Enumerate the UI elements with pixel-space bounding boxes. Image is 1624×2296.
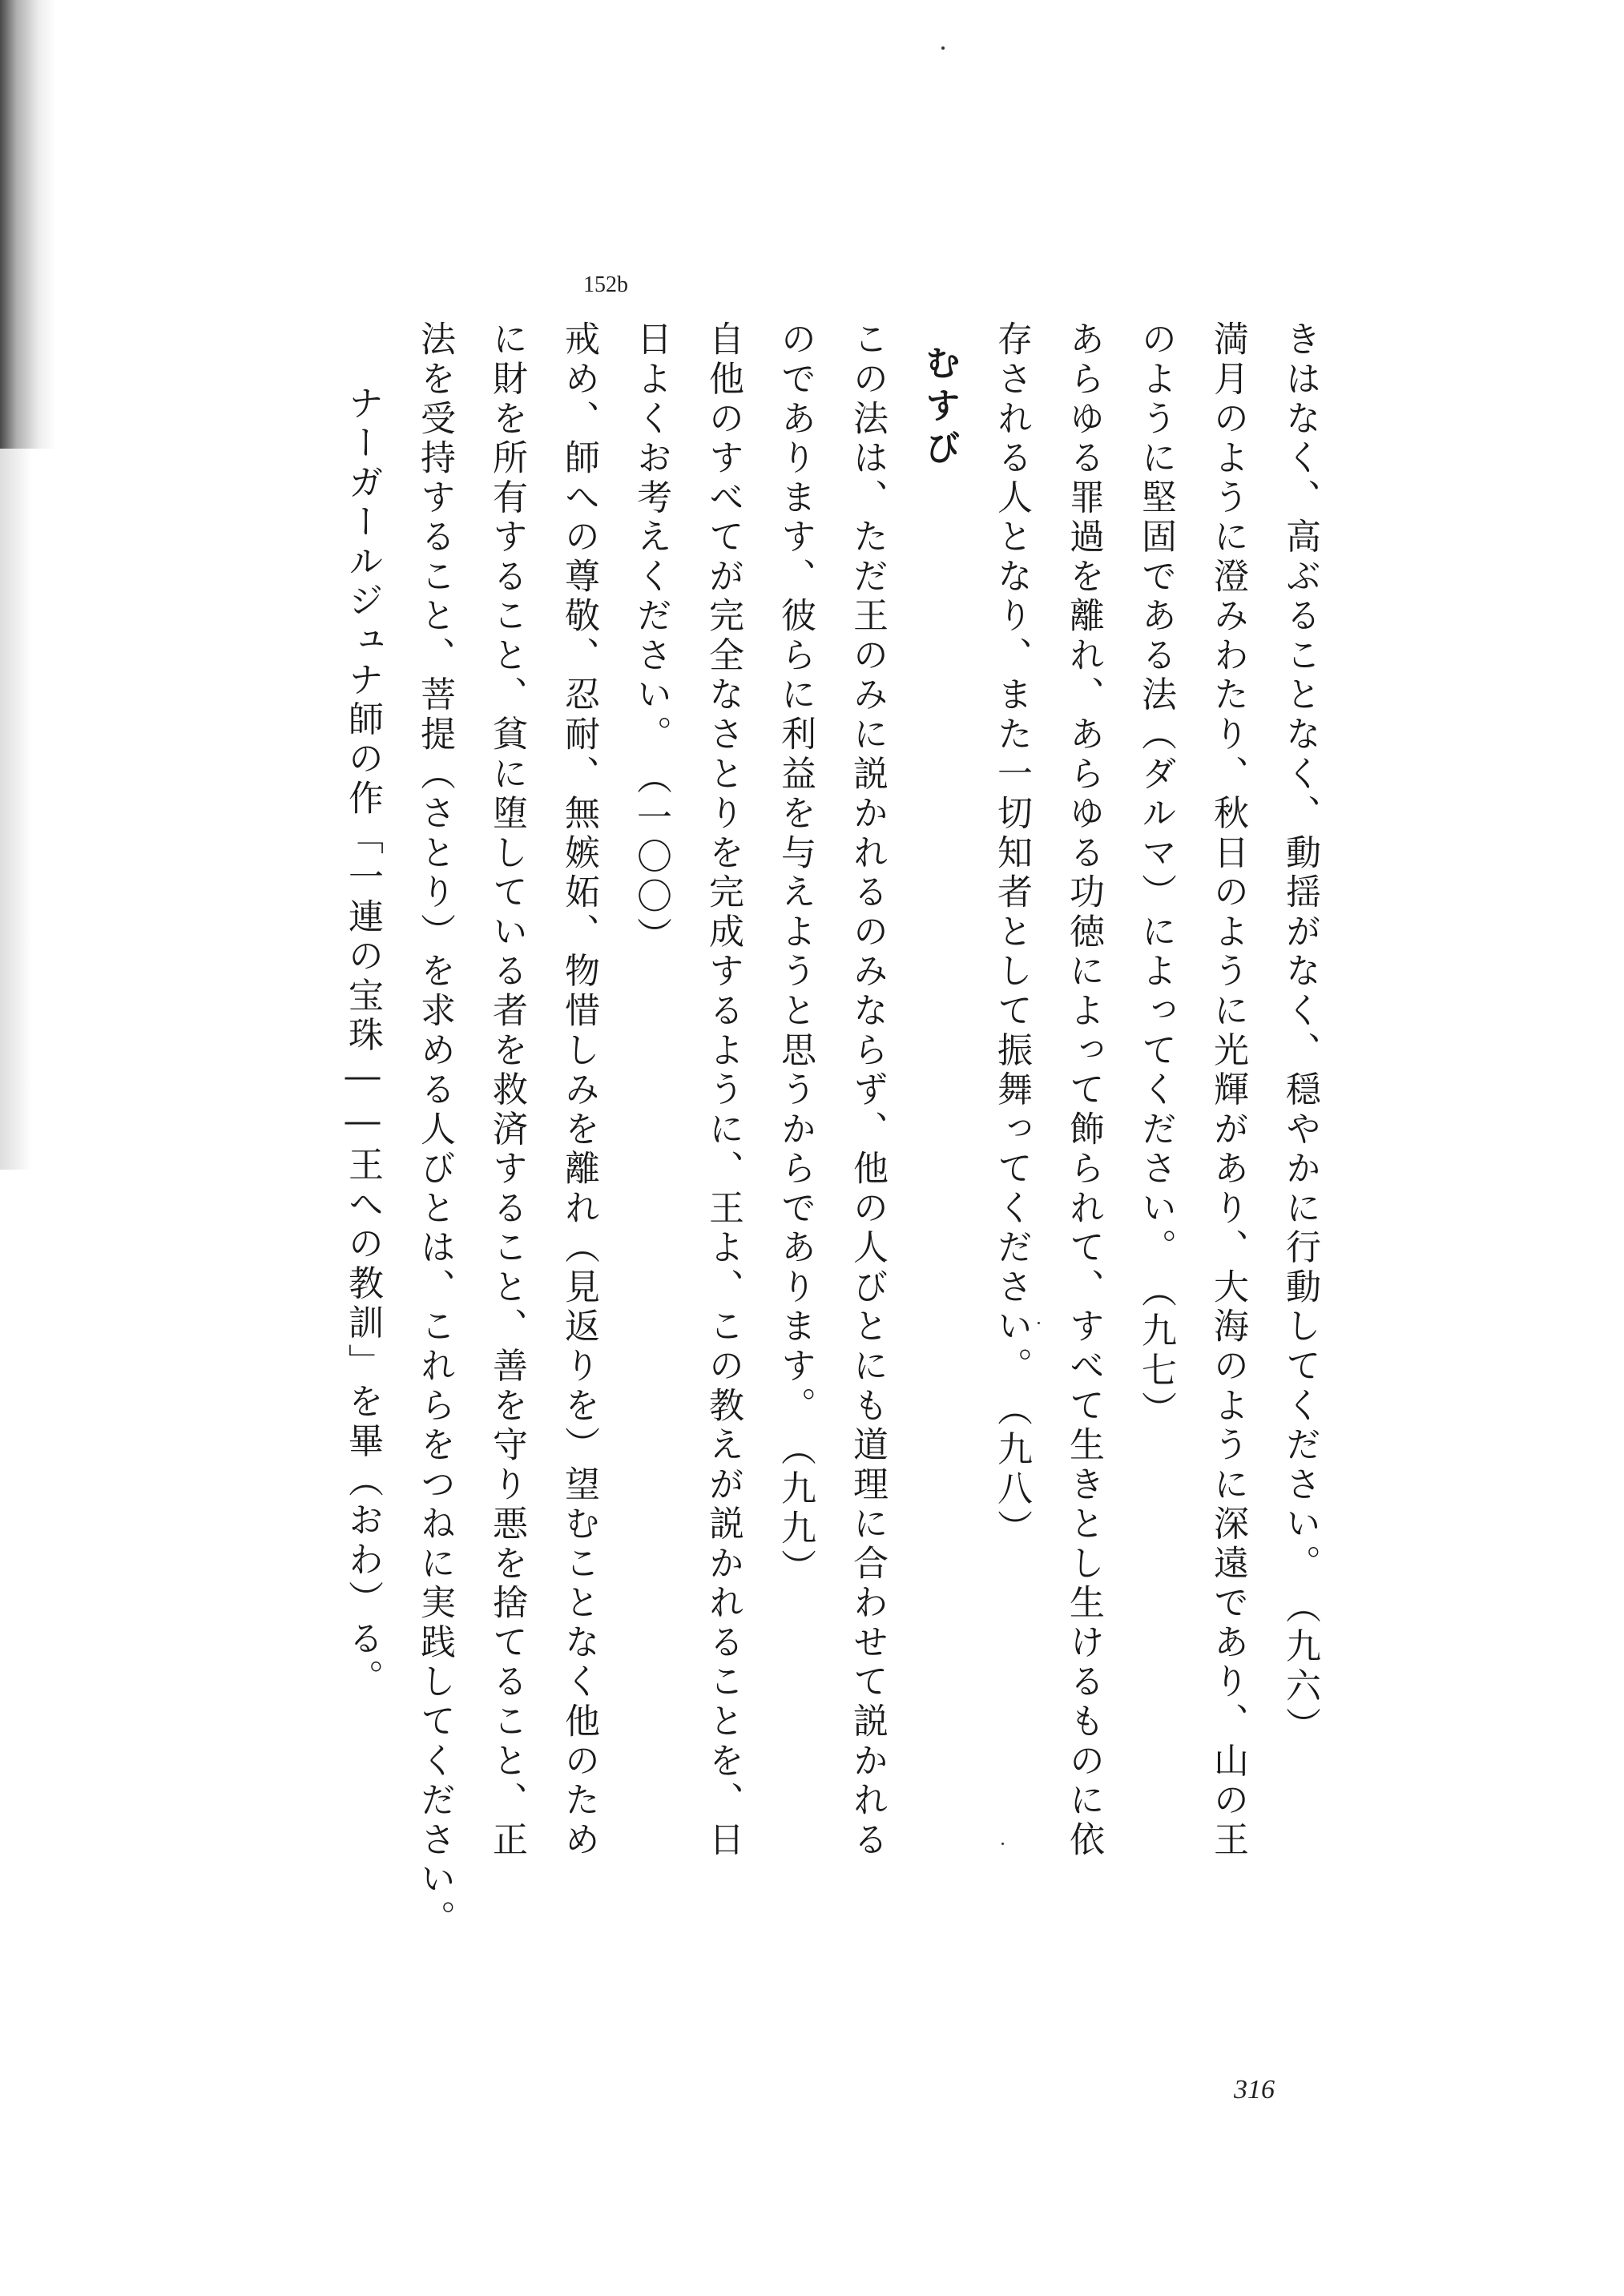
text-column: 自他のすべてが完全なさとりを完成するように、王よ、この教えが説かれることを、日: [703, 320, 743, 1860]
scan-speck: [1001, 1843, 1004, 1845]
text-column: 戒め、師への尊敬、忍耐、無嫉妬、物惜しみを離れ（見返りを）望むことなく他のため: [558, 320, 599, 1860]
text-column: きはなく、高ぶることなく、動揺がなく、穏やかに行動してください。 （九六）: [1279, 320, 1320, 1746]
scan-speck: [941, 46, 945, 50]
vertical-text-body: [326, 320, 1336, 1940]
text-column: あらゆる罪過を離れ、あらゆる功徳によって飾られて、すべて生きとし生けるものに依: [1063, 320, 1104, 1860]
binding-shadow: [0, 0, 56, 449]
text-column: のであります、彼らに利益を与えようと思うからであります。 （九九）: [775, 320, 816, 1589]
text-column: 法を受持すること、菩提（さとり）を求める人びとは、これらをつねに実践してください。: [414, 320, 455, 1940]
text-column: のように堅固である法（ダルマ）によってください。 （九七）: [1135, 320, 1176, 1431]
text-column: この法は、ただ王のみに説かれるのみならず、他の人びとにも道理に合わせて説かれる: [847, 320, 888, 1860]
text-column: 存される人となり、また一切知者として振舞ってください。 （九八）: [991, 320, 1032, 1549]
section-heading: むすび: [919, 344, 960, 472]
binding-speckle: [0, 449, 32, 1170]
text-column: に財を所有すること、貧に堕している者を救済すること、善を守り悪を捨てること、正: [486, 320, 527, 1860]
scan-speck: [1038, 1322, 1040, 1324]
page-number: 316: [1234, 2075, 1275, 2105]
text-column: 満月のように澄みわたり、秋日のように光輝があり、大海のように深遠であり、山の王: [1207, 320, 1248, 1860]
text-column: 日よくお考えください。 （一〇〇）: [631, 320, 671, 957]
colophon: ナーガールジュナ師の作「一連の宝珠――王への教訓」を畢（おわ）る。: [342, 385, 383, 1699]
margin-reference: 152b: [583, 272, 628, 297]
